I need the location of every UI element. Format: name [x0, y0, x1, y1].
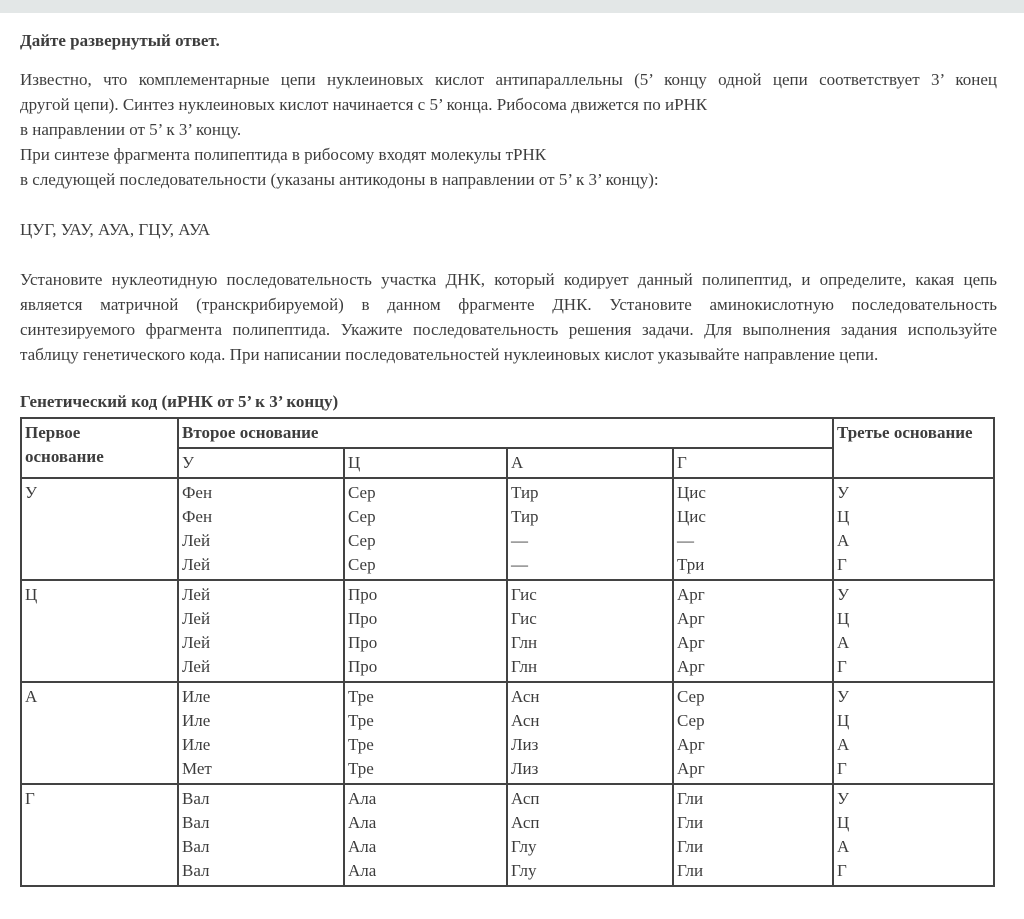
header-row-1 [21, 418, 994, 448]
table-row-A [21, 682, 994, 784]
header-col-U: У [178, 448, 344, 478]
first-base-cell: Ц [21, 580, 178, 682]
header-first-base [21, 418, 178, 478]
aa-cell: Иле Иле Иле Мет [178, 682, 344, 784]
aa-cell: Сер Сер Арг Арг [673, 682, 833, 784]
first-base-cell: Г [21, 784, 178, 886]
aa-cell: Асн Асн Лиз Лиз [507, 682, 673, 784]
paragraph-intro [20, 67, 997, 192]
aa-cell: Ала Ала Ала Ала [344, 784, 507, 886]
table-row-U [21, 478, 994, 580]
text-line: При синтезе фрагмента полипептида в рибосому входят молекулы тРНК [20, 145, 547, 164]
header-first-base-line1: Первое [25, 423, 81, 442]
table-row-G [21, 784, 994, 886]
header-col-A: А [507, 448, 673, 478]
text-line: Известно, что комплементарные цепи нуклеиновых кислот антипараллельны (5’ концу одной цепи соответствует 3’ конец [20, 70, 997, 89]
aa-cell: Арг Арг Арг Арг [673, 580, 833, 682]
third-base-cell: У Ц А Г [833, 784, 994, 886]
text-line: таблицу генетического кода. При написании последовательностей нуклеиновых кислот указывайте направление цепи. [20, 345, 879, 364]
aa-cell: Сер Сер Сер Сер [344, 478, 507, 580]
text-line: является матричной (транскрибируемой) в данном фрагменте ДНК. Установите аминокислотную последовательность [20, 295, 997, 314]
text-line: Установите нуклеотидную последовательность участка ДНК, который кодирует данный полипептид, и определите, какая цепь [20, 270, 997, 289]
aa-cell: Тир Тир — — [507, 478, 673, 580]
page-title: Дайте развернутый ответ. [20, 31, 220, 50]
top-gray-bar [0, 0, 1024, 13]
first-base-cell: У [21, 478, 178, 580]
table-row-C [21, 580, 994, 682]
codon-sequence: ЦУГ, УАУ, АУА, ГЦУ, АУА [20, 220, 211, 239]
header-col-G: Г [673, 448, 833, 478]
document-content [0, 28, 1024, 887]
header-third-base: Третье основание [833, 418, 994, 478]
aa-cell: Про Про Про Про [344, 580, 507, 682]
aa-cell: Лей Лей Лей Лей [178, 580, 344, 682]
third-base-cell: У Ц А Г [833, 580, 994, 682]
aa-cell: Вал Вал Вал Вал [178, 784, 344, 886]
header-second-base: Второе основание [178, 418, 833, 448]
third-base-cell: У Ц А Г [833, 478, 994, 580]
third-base-cell: У Ц А Г [833, 682, 994, 784]
aa-cell: Тре Тре Тре Тре [344, 682, 507, 784]
aa-cell: Фен Фен Лей Лей [178, 478, 344, 580]
genetic-code-table [20, 417, 995, 887]
header-col-C: Ц [344, 448, 507, 478]
aa-cell: Гли Гли Гли Гли [673, 784, 833, 886]
text-line: синтезируемого фрагмента полипептида. Укажите последовательность решения задачи. Для выполнения задания используйте [20, 320, 997, 339]
aa-cell: Гис Гис Глн Глн [507, 580, 673, 682]
aa-cell: Асп Асп Глу Глу [507, 784, 673, 886]
header-first-base-line2: основание [25, 447, 104, 466]
text-line: в направлении от 5’ к 3’ концу. [20, 120, 242, 139]
paragraph-task [20, 267, 997, 367]
first-base-cell: А [21, 682, 178, 784]
table-title: Генетический код (иРНК от 5’ к 3’ концу) [20, 392, 339, 411]
text-line: другой цепи). Синтез нуклеиновых кислот начинается с 5’ конца. Рибосома движется по иРНК [20, 95, 708, 114]
text-line: в следующей последовательности (указаны антикодоны в направлении от 5’ к 3’ концу): [20, 170, 659, 189]
aa-cell: Цис Цис — Три [673, 478, 833, 580]
